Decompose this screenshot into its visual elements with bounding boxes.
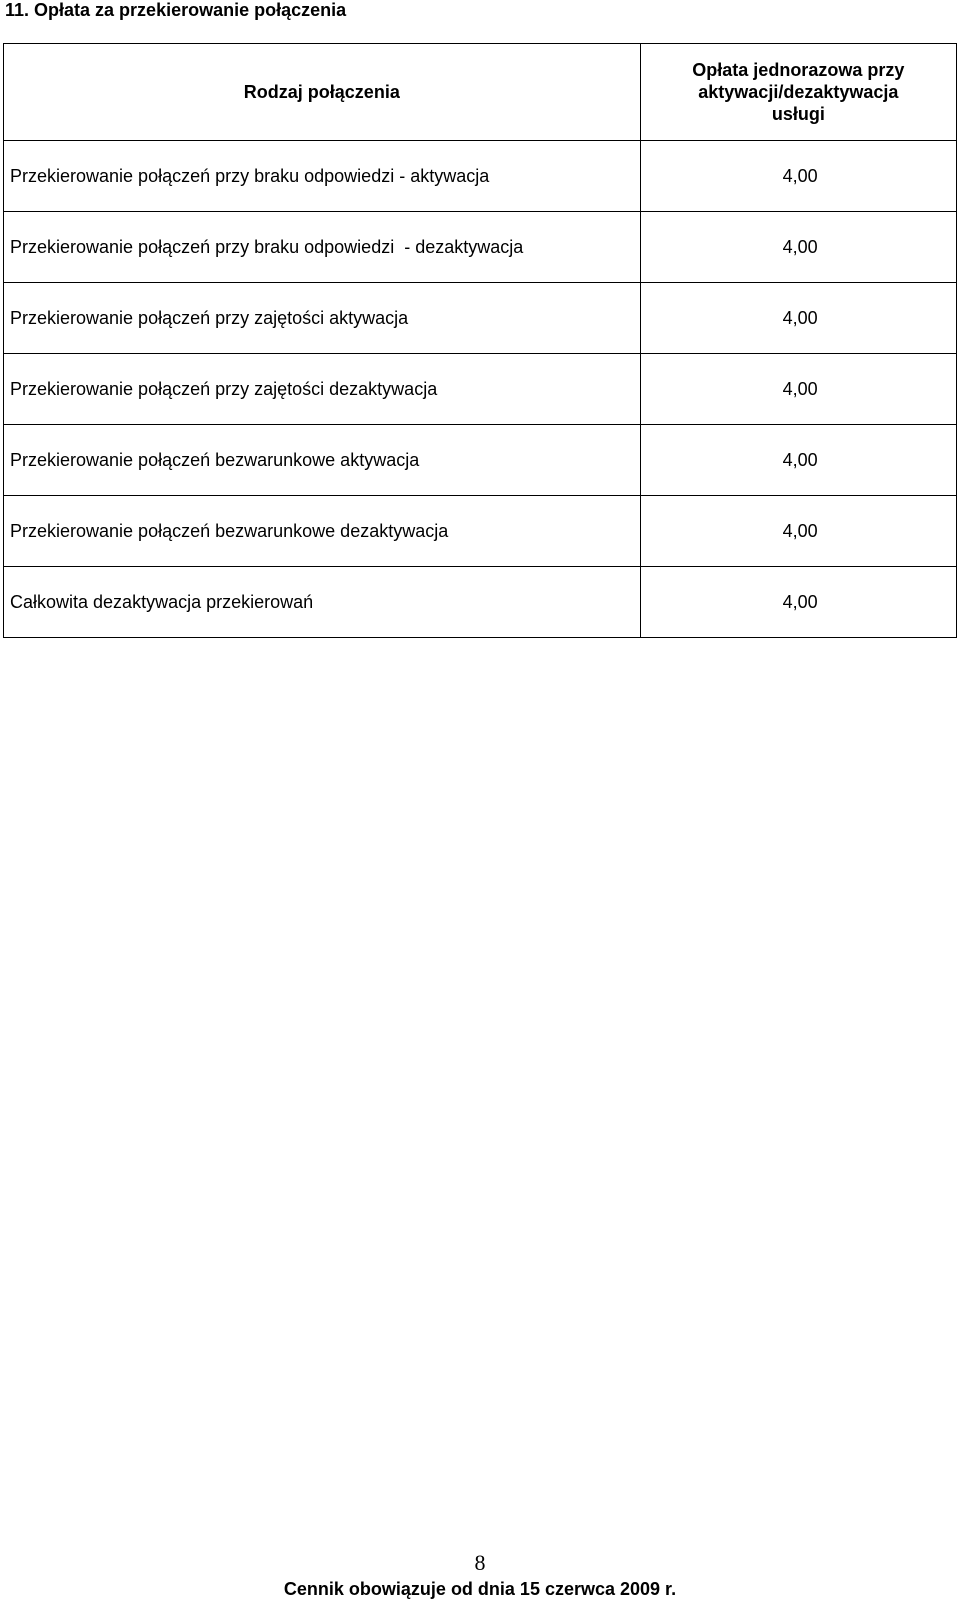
table-row bbox=[4, 141, 957, 212]
price-table bbox=[3, 43, 957, 638]
row-service-name: Całkowita dezaktywacja przekierowań bbox=[4, 567, 641, 638]
table-row bbox=[4, 425, 957, 496]
row-service-name: Przekierowanie połączeń przy braku odpowiedzi - aktywacja bbox=[4, 141, 641, 212]
row-service-name: Przekierowanie połączeń przy zajętości dezaktywacja bbox=[4, 354, 641, 425]
header-connection-type: Rodzaj połączenia bbox=[4, 44, 641, 141]
row-price: 4,00 bbox=[640, 567, 956, 638]
section-title: 11. Opłata za przekierowanie połączenia bbox=[5, 0, 347, 20]
validity-note: Cennik obowiązuje od dnia 15 czerwca 2009 r. bbox=[283, 1579, 677, 1599]
row-service-name: Przekierowanie połączeń bezwarunkowe aktywacja bbox=[4, 425, 641, 496]
row-price: 4,00 bbox=[640, 141, 956, 212]
table-row bbox=[4, 567, 957, 638]
header-one-time-fee: Opłata jednorazowa przy aktywacji/dezaktywacja usługi bbox=[640, 44, 956, 141]
table-row bbox=[4, 496, 957, 567]
row-price: 4,00 bbox=[640, 354, 956, 425]
table-row bbox=[4, 283, 957, 354]
row-price: 4,00 bbox=[640, 283, 956, 354]
row-price: 4,00 bbox=[640, 496, 956, 567]
row-price: 4,00 bbox=[640, 425, 956, 496]
table-row bbox=[4, 212, 957, 283]
row-price: 4,00 bbox=[640, 212, 956, 283]
table-row bbox=[4, 354, 957, 425]
row-service-name: Przekierowanie połączeń przy zajętości aktywacja bbox=[4, 283, 641, 354]
row-service-name: Przekierowanie połączeń bezwarunkowe dezaktywacja bbox=[4, 496, 641, 567]
table-header-row bbox=[4, 44, 957, 141]
row-service-name: Przekierowanie połączeń przy braku odpowiedzi - dezaktywacja bbox=[4, 212, 641, 283]
page-number: 8 bbox=[474, 1550, 486, 1575]
